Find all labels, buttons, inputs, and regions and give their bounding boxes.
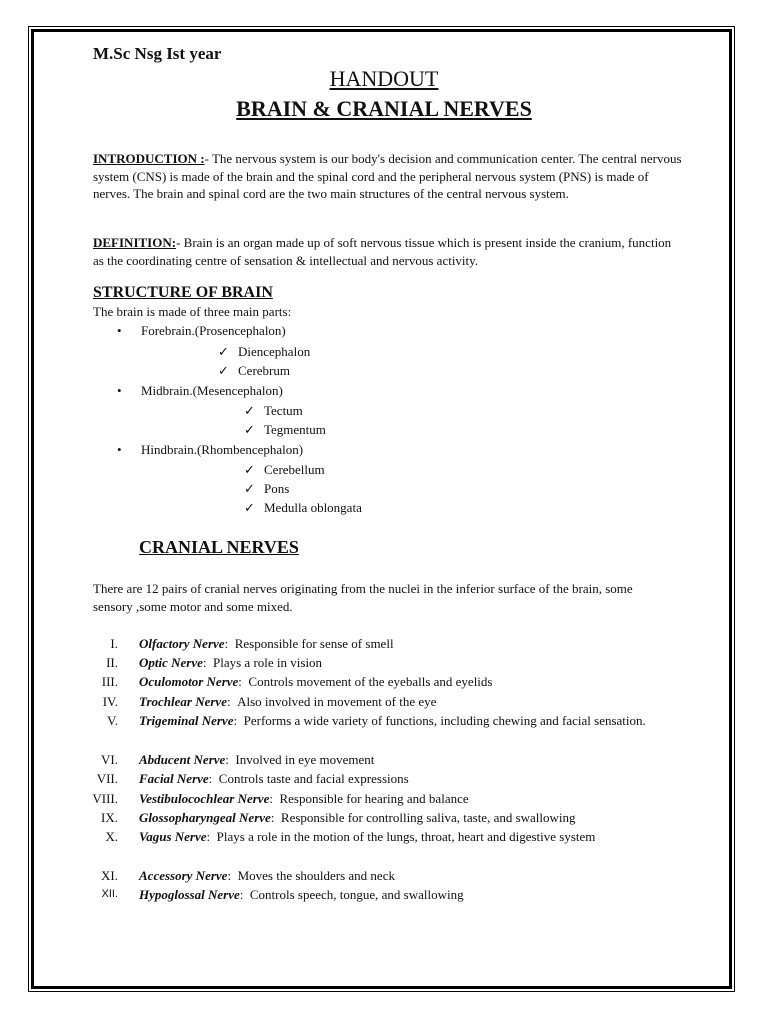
nerve-name: Trochlear Nerve (139, 694, 227, 709)
subpart-label: Diencephalon (238, 344, 311, 359)
definition-text: - Brain is an organ made up of soft nervous tissue which is present inside the cranium, function as the coordinating centre of sensation & intellectual and nervous activity. (93, 235, 672, 268)
checkmark-icon: ✓ (244, 422, 255, 437)
part-label: Forebrain.(Prosencephalon) (141, 323, 286, 338)
nerve-description: Performs a wide variety of functions, including chewing and facial sensation. (243, 713, 646, 728)
list-item (244, 500, 362, 516)
structure-intro: The brain is made of three main parts: (93, 304, 292, 319)
part-label: Midbrain.(Mesencephalon) (141, 383, 283, 398)
subpart-label: Pons (264, 481, 290, 496)
nerve-number: IV. (102, 694, 118, 709)
structure-heading: STRUCTURE OF BRAIN (93, 284, 273, 301)
introduction-label: INTRODUCTION : (93, 151, 205, 166)
nerve-name: Oculomotor Nerve (139, 674, 239, 689)
nerve-description: Responsible for controlling saliva, taste, and swallowing (280, 810, 576, 825)
nerve-name: Glossopharyngeal Nerve (139, 810, 271, 825)
nerve-sep: : (238, 674, 242, 689)
nerve-sep: : (233, 713, 238, 728)
nerve-item (70, 827, 690, 847)
nerve-sep: : (225, 752, 229, 767)
course-label: M.Sc Nsg Ist year (93, 44, 222, 63)
nerve-item (70, 672, 690, 692)
nerve-item (70, 866, 690, 886)
list-item (244, 462, 325, 478)
part-label: Hindbrain.(Rhombencephalon) (141, 442, 304, 457)
nerve-description: Responsible for sense of smell (234, 636, 394, 651)
nerve-number: X. (105, 829, 118, 844)
checkmark-icon: ✓ (218, 363, 229, 378)
nerve-description: Controls speech, tongue, and swallowing (249, 887, 464, 902)
definition-label: DEFINITION: (93, 235, 177, 250)
nerve-sep: : (270, 810, 275, 825)
nerve-description: Plays a role in the motion of the lungs, throat, heart and digestive system (216, 829, 596, 844)
nerve-description: Responsible for hearing and balance (279, 791, 469, 806)
bullet-icon: • (117, 442, 122, 457)
nerve-sep: : (226, 694, 231, 709)
nerve-number: I. (110, 636, 118, 651)
nerve-sep: : (224, 636, 229, 651)
checkmark-icon: ✓ (244, 403, 255, 418)
nerve-description: Also involved in movement of the eye (237, 694, 437, 709)
list-item (244, 481, 289, 497)
list-item (117, 383, 283, 399)
list-item (117, 442, 303, 458)
subpart-label: Cerebellum (264, 462, 325, 477)
nerve-sep: : (208, 771, 213, 786)
checkmark-icon: ✓ (244, 462, 255, 477)
bullet-icon: • (117, 383, 122, 398)
list-item (218, 344, 310, 360)
nerve-item (70, 789, 690, 809)
list-item (244, 403, 303, 419)
nerve-item (70, 769, 690, 789)
nerve-sep: : (206, 829, 211, 844)
subpart-label: Tegmentum (264, 422, 326, 437)
nerve-item (70, 634, 690, 654)
document-title: BRAIN & CRANIAL NERVES (236, 96, 532, 121)
nerve-item (70, 885, 690, 905)
subpart-label: Tectum (264, 403, 303, 418)
introduction-paragraph (93, 150, 683, 203)
list-item (218, 363, 290, 379)
nerve-description: Controls taste and facial expressions (218, 771, 409, 786)
nerve-sep: : (202, 655, 207, 670)
checkmark-icon: ✓ (218, 344, 229, 359)
nerve-number: XI. (101, 868, 118, 883)
nerve-item (70, 750, 690, 770)
nerve-name: Accessory Nerve (139, 868, 228, 883)
checkmark-icon: ✓ (244, 481, 255, 496)
subpart-label: Medulla oblongata (264, 500, 362, 515)
nerve-description: Moves the shoulders and neck (237, 868, 395, 883)
list-item (244, 422, 326, 438)
definition-paragraph (93, 234, 683, 269)
subpart-label: Cerebrum (238, 363, 290, 378)
nerve-number: VIII. (92, 791, 118, 806)
nerve-name: Vestibulocochlear Nerve (139, 791, 270, 806)
nerve-number: IX. (101, 810, 118, 825)
nerve-name: Facial Nerve (139, 771, 209, 786)
nerve-description: Plays a role in vision (213, 655, 323, 670)
nerve-description: Controls movement of the eyeballs and eyelids (248, 674, 493, 689)
nerve-number: VI. (101, 752, 118, 767)
nerve-number: XII. (101, 888, 118, 900)
handout-title: HANDOUT (329, 66, 439, 91)
nerve-item (70, 711, 690, 731)
nerve-name: Abducent Nerve (139, 752, 226, 767)
nerve-name: Optic Nerve (139, 655, 203, 670)
nerve-sep: : (269, 791, 273, 806)
nerve-name: Vagus Nerve (139, 829, 207, 844)
nerve-description: Involved in eye movement (235, 752, 375, 767)
nerve-item (70, 653, 690, 673)
nerve-number: II. (106, 655, 118, 670)
cranial-nerves-heading: CRANIAL NERVES (139, 537, 299, 557)
nerve-number: III. (101, 674, 118, 689)
nerve-name: Olfactory Nerve (139, 636, 225, 651)
introduction-text: - The nervous system is our body's decision and communication center. The central nervous system (CNS) is made of the brain and the spinal cord and the peripheral nervous system (PNS) is made of nerves. The brain and spinal cord are the two main structures of the central nervous system. (93, 151, 682, 201)
nerve-sep: : (239, 887, 244, 902)
nerve-number: V. (107, 713, 118, 728)
nerve-item (70, 692, 690, 712)
nerve-name: Trigeminal Nerve (139, 713, 234, 728)
checkmark-icon: ✓ (244, 500, 255, 515)
bullet-icon: • (117, 323, 122, 338)
list-item (117, 323, 286, 339)
nerve-number: VII. (96, 771, 118, 786)
nerve-sep: : (227, 868, 232, 883)
cranial-intro: There are 12 pairs of cranial nerves originating from the nuclei in the inferior surface of the brain, some sensory ,some motor and some mixed. (93, 581, 633, 614)
nerve-item (70, 808, 690, 828)
nerve-name: Hypoglossal Nerve (139, 887, 240, 902)
